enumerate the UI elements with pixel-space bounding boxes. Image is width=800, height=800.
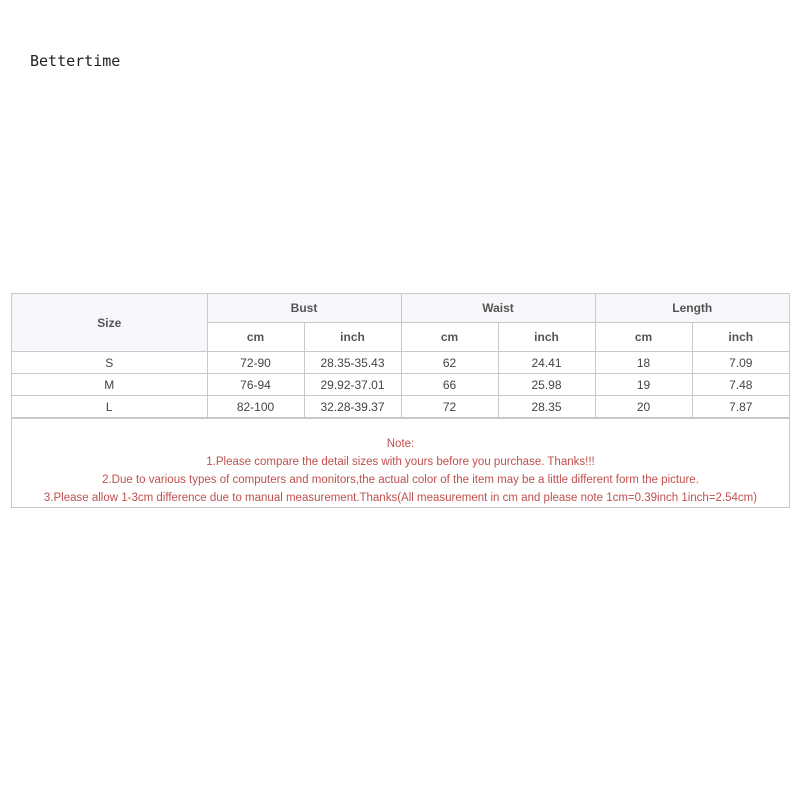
table-cell: 66 xyxy=(401,374,498,396)
table-cell: 32.28-39.37 xyxy=(304,396,401,418)
unit-header: cm xyxy=(595,323,692,352)
table-cell: 18 xyxy=(595,352,692,374)
note-line: 2.Due to various types of computers and monitors,the actual color of the item may be a little different form the picture. xyxy=(102,474,699,486)
table-cell: M xyxy=(12,374,207,396)
table-cell: 62 xyxy=(401,352,498,374)
table-cell: 20 xyxy=(595,396,692,418)
unit-header: inch xyxy=(498,323,595,352)
table-cell: 19 xyxy=(595,374,692,396)
size-column-header: Size xyxy=(12,294,207,352)
table-cell: 28.35-35.43 xyxy=(304,352,401,374)
table-cell: 24.41 xyxy=(498,352,595,374)
notes-section xyxy=(12,418,789,507)
note-line: 1.Please compare the detail sizes with yours before you purchase. Thanks!!! xyxy=(206,456,595,468)
table-cell: S xyxy=(12,352,207,374)
table-row xyxy=(12,374,789,396)
unit-header: inch xyxy=(304,323,401,352)
unit-header: cm xyxy=(207,323,304,352)
length-group-header: Length xyxy=(595,294,789,323)
brand-name: Bettertime xyxy=(30,52,121,70)
table-cell: 72-90 xyxy=(207,352,304,374)
table-cell: 72 xyxy=(401,396,498,418)
waist-group-header: Waist xyxy=(401,294,595,323)
notes-title: Note: xyxy=(386,438,415,450)
bust-group-header: Bust xyxy=(207,294,401,323)
table-cell: 25.98 xyxy=(498,374,595,396)
table-cell: 29.92-37.01 xyxy=(304,374,401,396)
table-cell: 82-100 xyxy=(207,396,304,418)
table-cell: L xyxy=(12,396,207,418)
unit-header: cm xyxy=(401,323,498,352)
note-line: 3.Please allow 1-3cm difference due to manual measurement.Thanks(All measurement in cm and please note 1cm=0.39inch 1inch=2.54cm) xyxy=(43,492,758,504)
unit-header: inch xyxy=(692,323,789,352)
table-row xyxy=(12,352,789,374)
size-chart xyxy=(11,293,790,508)
table-cell: 28.35 xyxy=(498,396,595,418)
table-row xyxy=(12,396,789,418)
table-cell: 7.09 xyxy=(692,352,789,374)
size-table xyxy=(12,294,789,418)
table-cell: 7.87 xyxy=(692,396,789,418)
table-cell: 7.48 xyxy=(692,374,789,396)
table-cell: 76-94 xyxy=(207,374,304,396)
